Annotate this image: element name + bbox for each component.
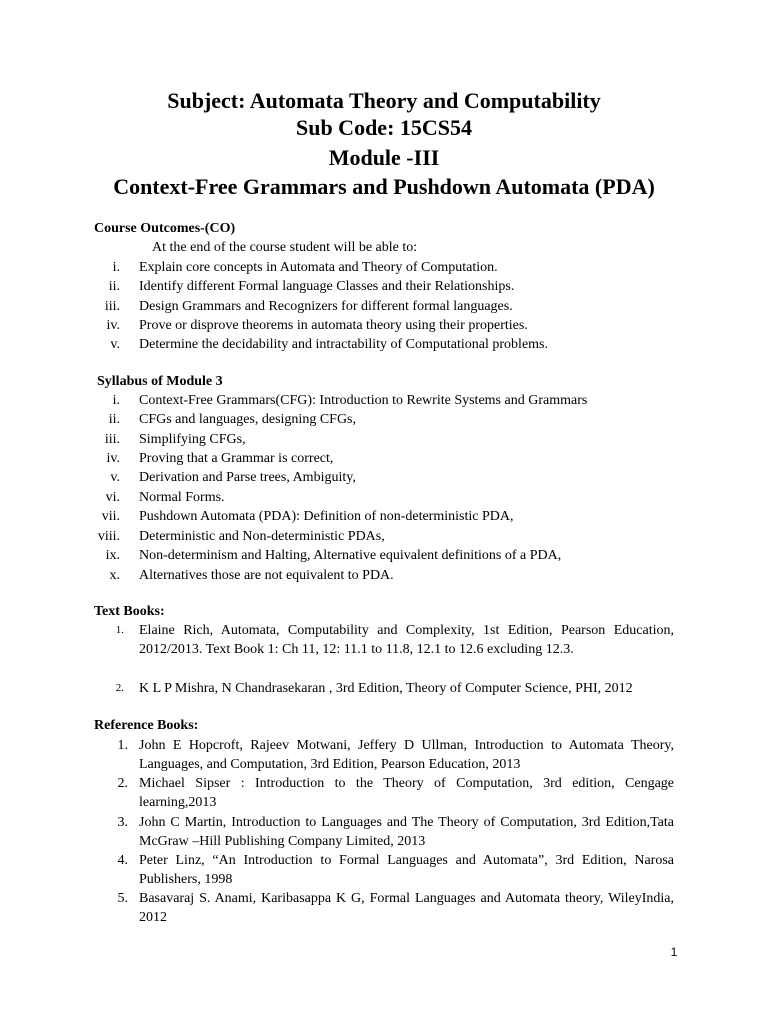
list-text: Michael Sipser : Introduction to the Theory of Computation, 3rd edition, Cengage learning,2013 — [139, 776, 674, 810]
text-books-heading: Text Books: — [94, 604, 165, 619]
list-item — [0, 488, 768, 507]
list-item — [0, 546, 768, 565]
list-text: Simplifying CFGs, — [139, 432, 246, 447]
sub-code: Sub Code: 15CS54 — [295, 115, 473, 140]
list-item — [0, 430, 768, 449]
syllabus-heading: Syllabus of Module 3 — [97, 374, 223, 389]
list-item — [0, 449, 768, 468]
list-number: 1. — [115, 624, 124, 636]
list-number: ii. — [108, 279, 120, 294]
list-text: Identify different Formal language Classes and their Relationships. — [139, 279, 515, 294]
list-text: Basavaraj S. Anami, Karibasappa K G, Formal Languages and Automata theory, WileyIndia, 2012 — [139, 891, 674, 925]
list-number: iii. — [104, 299, 120, 314]
list-item — [0, 297, 768, 316]
list-item — [0, 468, 768, 487]
module-title: Module -III — [328, 145, 440, 170]
list-text: Normal Forms. — [139, 490, 225, 505]
list-text: Prove or disprove theorems in automata theory using their properties. — [139, 318, 528, 333]
list-text: Peter Linz, “An Introduction to Formal Languages and Automata”, 3rd Edition, Narosa Publishers, 1998 — [139, 853, 674, 887]
list-text: Deterministic and Non-deterministic PDAs, — [139, 529, 385, 544]
list-number: 2. — [115, 682, 124, 694]
list-text: Context-Free Grammars(CFG): Introduction to Rewrite Systems and Grammars — [139, 393, 588, 408]
list-number: ix. — [105, 548, 120, 563]
list-number: 3. — [117, 815, 128, 830]
list-item — [0, 316, 768, 335]
list-item — [0, 527, 768, 546]
list-number: 4. — [117, 853, 128, 868]
subject-title: Subject: Automata Theory and Computability — [167, 88, 601, 113]
list-number: 2. — [117, 776, 128, 791]
list-text: Explain core concepts in Automata and Theory of Computation. — [139, 260, 498, 275]
list-number: v. — [110, 337, 120, 352]
list-number: iv. — [106, 318, 120, 333]
list-item — [0, 507, 768, 526]
list-text: Non-determinism and Halting, Alternative equivalent definitions of a PDA, — [139, 548, 562, 563]
list-item — [0, 391, 768, 410]
list-text: Derivation and Parse trees, Ambiguity, — [139, 470, 356, 485]
list-number: ii. — [108, 412, 120, 427]
list-number: i. — [112, 260, 120, 275]
list-number: i. — [112, 393, 120, 408]
list-text: Alternatives those are not equivalent to PDA. — [139, 568, 394, 583]
page-number: 1 — [670, 945, 678, 959]
list-number: vii. — [101, 509, 120, 524]
list-number: 5. — [117, 891, 128, 906]
list-text: Determine the decidability and intractability of Computational problems. — [139, 337, 549, 352]
list-item — [0, 335, 768, 354]
course-outcomes-heading: Course Outcomes-(CO) — [94, 221, 236, 236]
list-number: iv. — [106, 451, 120, 466]
list-item — [0, 566, 768, 585]
course-outcomes-intro: At the end of the course student will be able to: — [152, 240, 418, 255]
list-item — [0, 410, 768, 429]
list-text: John C Martin, Introduction to Languages and The Theory of Computation, 3rd Edition,Tata McGraw –Hill Publishing Company Limited, 2013 — [139, 815, 674, 849]
list-item — [0, 258, 768, 277]
list-text: CFGs and languages, designing CFGs, — [139, 412, 356, 427]
list-text: John E Hopcroft, Rajeev Motwani, Jeffery D Ullman, Introduction to Automata Theory, Languages, and Computation, 3rd Edition, Pearson Education, 2013 — [139, 738, 674, 772]
list-text: Elaine Rich, Automata, Computability and Complexity, 1st Edition, Pearson Education, 2012/2013. Text Book 1: Ch 11, 12: 11.1 to 11.8, 12.1 to 12.6 excluding 12.3. — [139, 623, 674, 657]
list-number: x. — [109, 568, 120, 583]
topic-title: Context-Free Grammars and Pushdown Automata (PDA) — [113, 174, 655, 199]
list-number: viii. — [97, 529, 120, 544]
list-text: Proving that a Grammar is correct, — [139, 451, 334, 466]
list-number: 1. — [117, 738, 128, 753]
list-text: K L P Mishra, N Chandrasekaran , 3rd Edition, Theory of Computer Science, PHI, 2012 — [139, 681, 633, 696]
list-number: iii. — [104, 432, 120, 447]
reference-books-heading: Reference Books: — [94, 718, 199, 733]
list-number: vi. — [105, 490, 120, 505]
list-text: Design Grammars and Recognizers for different formal languages. — [139, 299, 513, 314]
list-item — [0, 277, 768, 296]
list-number: v. — [110, 470, 120, 485]
list-text: Pushdown Automata (PDA): Definition of non-deterministic PDA, — [139, 509, 514, 524]
